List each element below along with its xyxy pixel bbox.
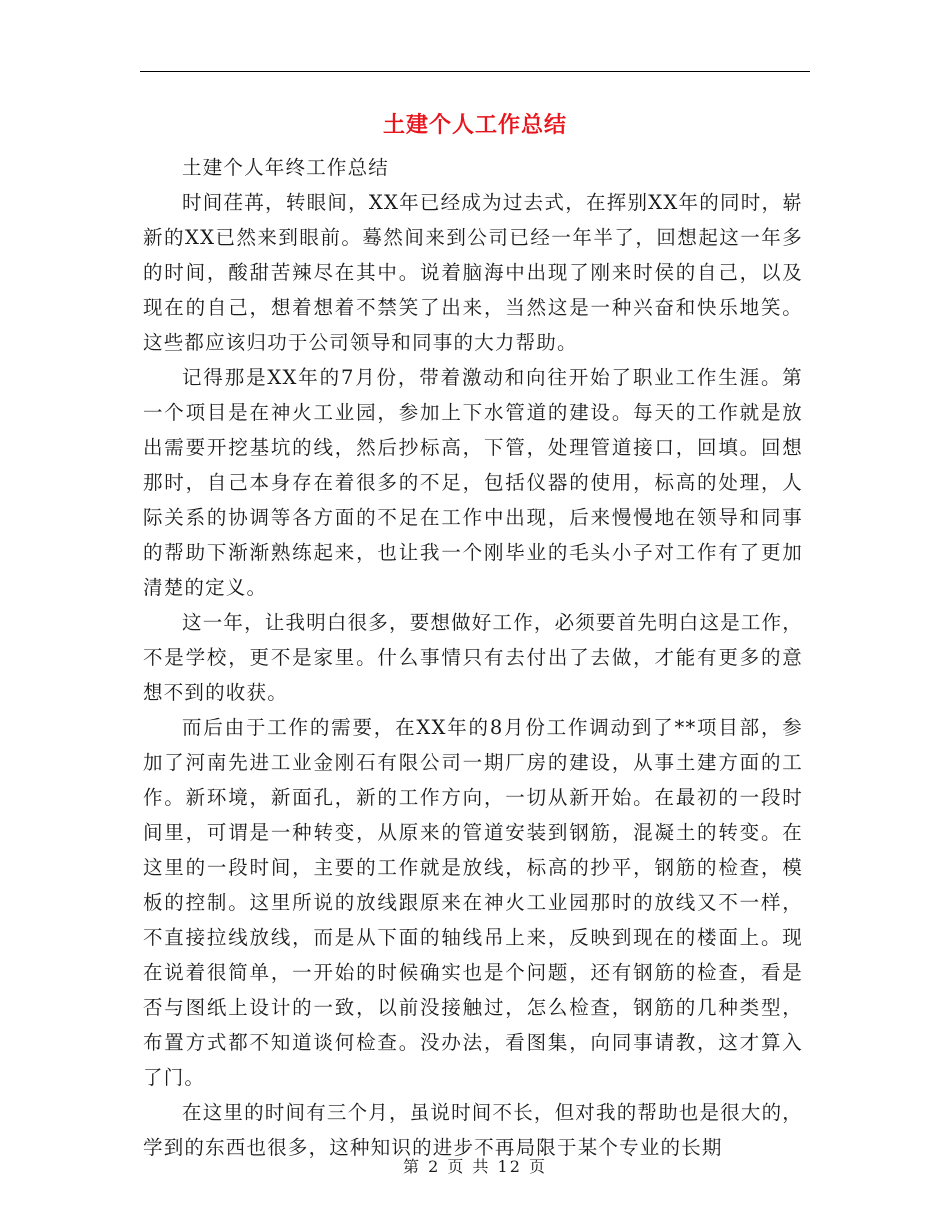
- body-paragraph: 时间荏苒，转眼间，XX年已经成为过去式，在挥别XX年的同时，崭新的XX已然来到眼前。蓦然间来到公司已经一年半了，回想起这一年多的时间，酸甜苦辣尽在其中。说着脑海中出现了刚来时侯的自己，以及现在的自己，想着想着不禁笑了出来，当然这是一种兴奋和快乐地笑。这些都应该归功于公司领导和同事的大力帮助。: [143, 191, 803, 354]
- body-paragraph: 在这里的时间有三个月，虽说时间不长，但对我的帮助也是很大的，学到的东西也很多，这种知识的进步不再局限于某个专业的长期: [143, 1101, 804, 1159]
- header-rule: [140, 71, 810, 72]
- document-title: 土建个人工作总结: [382, 113, 567, 138]
- document-body: [143, 150, 803, 1165]
- subtitle-paragraph: 土建个人年终工作总结: [182, 156, 390, 179]
- body-paragraph: 记得那是XX年的7月份，带着激动和向往开始了职业工作生涯。第一个项目是在神火工业园，参加上下水管道的建设。每天的工作就是放出需要开挖基坑的线，然后抄标高，下管，处理管道接口，回填。回想那时，自己本身存在着很多的不足，包括仪器的使用，标高的处理，人际关系的协调等各方面的不足在工作中出现，后来慢慢地在领导和同事的帮助下渐渐熟练起来，也让我一个刚毕业的毛头小子对工作有了更加清楚的定义。: [143, 366, 803, 599]
- body-paragraph: 而后由于工作的需要，在XX年的8月份工作调动到了**项目部，参加了河南先进工业金刚石有限公司一期厂房的建设，从事土建方面的工作。新环境，新面孔，新的工作方向，一切从新开始。在最初的一段时间里，可谓是一种转变，从原来的管道安装到钢筋，混凝土的转变。在这里的一段时间，主要的工作就是放线，标高的抄平，钢筋的检查，模板的控制。这里所说的放线跟原来在神火工业园那时的放线又不一样，不直接拉线放线，而是从下面的轴线吊上来，反映到现在的楼面上。现在说着很简单，一开始的时候确实也是个问题，还有钢筋的检查，看是否与图纸上设计的一致，以前没接触过，怎么检查，钢筋的几种类型，布置方式都不知道谈何检查。没办法，看图集，向同事请教，这才算入了门。: [143, 716, 803, 1089]
- body-paragraph: 这一年，让我明白很多，要想做好工作，必须要首先明白这是工作，不是学校，更不是家里。什么事情只有去付出了去做，才能有更多的意想不到的收获。: [143, 611, 804, 704]
- page-footer: 第 2 页 共 12 页: [403, 1157, 547, 1176]
